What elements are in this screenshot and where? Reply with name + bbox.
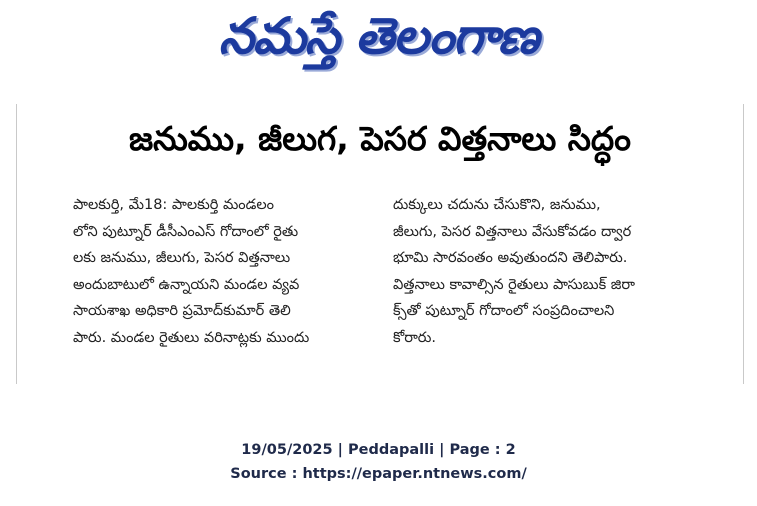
article-line: లకు జనుము, జీలుగు, పెసర విత్తనాలు [73, 250, 291, 266]
article-column-right [393, 192, 705, 351]
article-line: క్స్‌తో పుట్నూర్ గోదాంలో సంప్రదించాలని [393, 303, 615, 319]
newspaper-masthead [0, 4, 757, 68]
article-line: లోని పుట్నూర్ డీసీఎంఎస్ గోదాంలో రైతు [73, 223, 299, 240]
article-line: దుక్కులు చదును చేసుకొని, జనుము, [393, 197, 601, 213]
article-line: పాలకుర్తి, మే18: పాలకుర్తి మండలం [73, 197, 274, 213]
article-line: జీలుగు, పెసర విత్తనాలు వేసుకోవడం ద్వార [393, 223, 632, 240]
article-headline: జనుము, జీలుగ, పెసర విత్తనాలు సిద్ధం [129, 119, 631, 158]
article-line: కోరారు. [393, 329, 437, 346]
masthead-title: నమస్తే తెలంగాణ [218, 7, 539, 65]
edition-info: 19/05/2025 | Peddapalli | Page : 2 [241, 442, 516, 458]
article-column-left [73, 192, 385, 351]
article-line: పారు. మండల రైతులు వరినాట్లకు ముందు [73, 329, 310, 346]
article-line: విత్తనాలు కావాల్సిన రైతులు పాసుబుక్ జిరా [393, 276, 635, 293]
article-line: భూమి సారవంతం అవుతుందని తెలిపారు. [393, 250, 628, 266]
source-url[interactable]: Source : https://epaper.ntnews.com/ [230, 466, 527, 482]
article-clipping [16, 104, 744, 384]
article-line: అందుబాటులో ఉన్నాయని మండల వ్యవ [73, 276, 300, 293]
article-line: సాయశాఖ అధికారి ప్రమోద్‌కుమార్ తెలి [73, 303, 291, 319]
source-footer [0, 438, 757, 486]
